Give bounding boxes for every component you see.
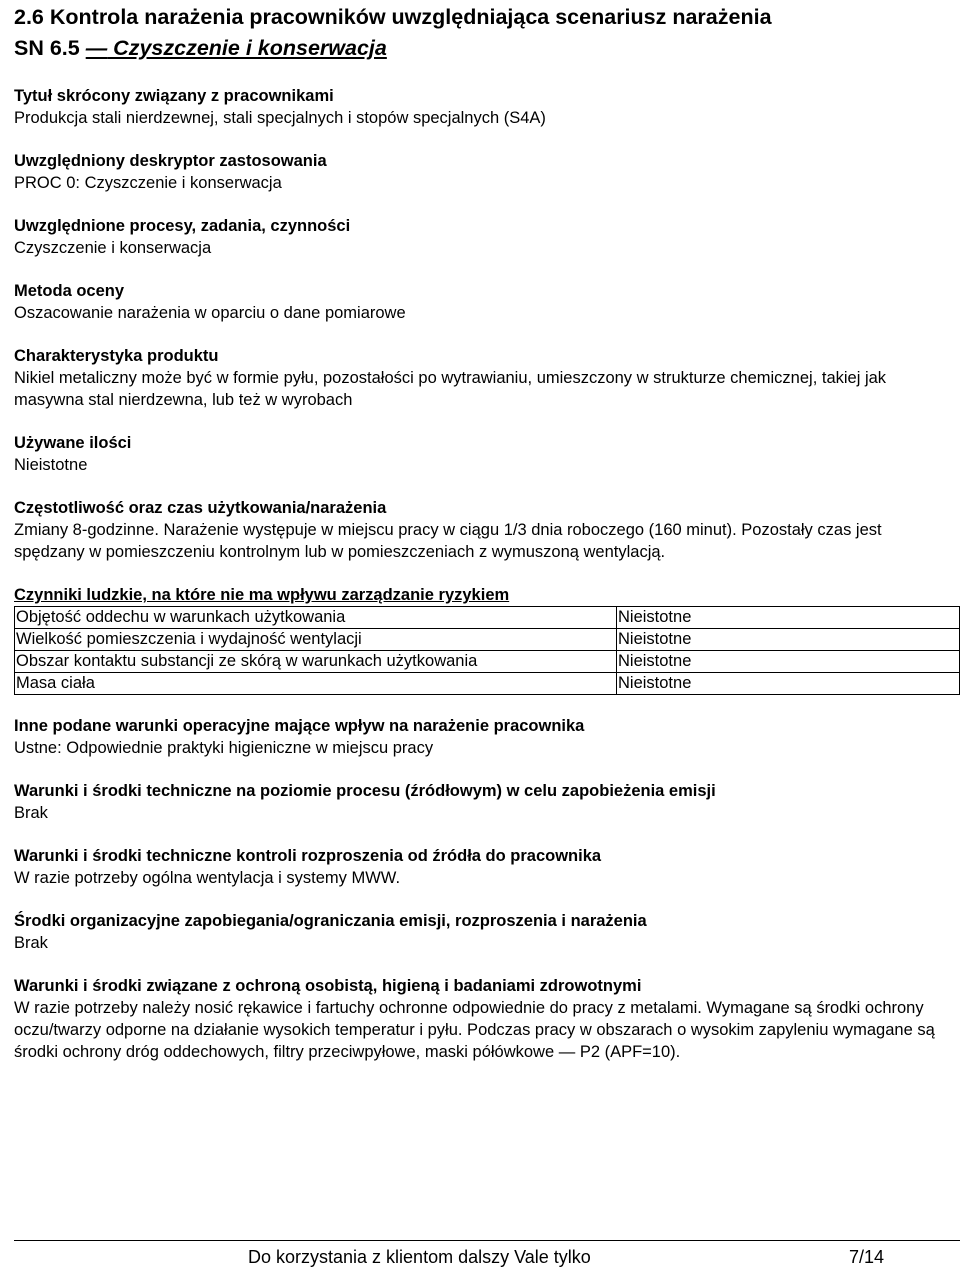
section-human-factors (14, 584, 954, 695)
section-label: Tytuł skrócony związany z pracownikami (14, 87, 334, 105)
section-label: Warunki i środki techniczne kontroli rozproszenia od źródła do pracownika (14, 847, 602, 865)
factor-cell: Obszar kontaktu substancji ze skórą w warunkach użytkowania (15, 651, 617, 673)
section-value: PROC 0: Czyszczenie i konserwacja (14, 174, 282, 192)
factor-value-cell: Nieistotne (617, 629, 960, 651)
factor-cell: Wielkość pomieszczenia i wydajność wentylacji (15, 629, 617, 651)
section-process-level-measures (14, 780, 954, 824)
section-assessment-method (14, 280, 954, 324)
section-use-descriptor (14, 150, 954, 194)
section-value: Zmiany 8-godzinne. Narażenie występuje w miejscu pracy w ciągu 1/3 dnia roboczego (160 minut). Pozostały czas jest spędzany w pomieszczeniu kontrolnym lub w pomieszczeniach z wymuszoną wentylacją. (14, 521, 882, 561)
heading-line-2-subtitle: Czyszczenie i konserwacja (107, 36, 387, 60)
section-personal-protection (14, 975, 954, 1063)
factor-cell: Objętość oddechu w warunkach użytkowania (15, 607, 617, 629)
section-other-conditions (14, 715, 954, 759)
section-value: Brak (14, 934, 48, 952)
section-label: Charakterystyka produktu (14, 347, 219, 365)
heading-line-1: 2.6 Kontrola narażenia pracowników uwzględniająca scenariusz narażenia (14, 5, 772, 29)
page-footer (14, 1240, 960, 1270)
page-number: 7/14 (849, 1247, 885, 1267)
section-label: Metoda oceny (14, 282, 125, 300)
section-label: Warunki i środki techniczne na poziomie procesu (źródłowym) w celu zapobieżenia emisji (14, 782, 716, 800)
section-label: Warunki i środki związane z ochroną osobistą, higieną i badaniami zdrowotnymi (14, 977, 642, 995)
section-label: Częstotliwość oraz czas użytkowania/narażenia (14, 499, 387, 517)
section-label: Inne podane warunki operacyjne mające wpływ na narażenie pracownika (14, 717, 585, 735)
section-dispersion-control (14, 845, 954, 889)
heading-line-2-dash: — (85, 36, 108, 60)
section-label: Używane ilości (14, 434, 132, 452)
section-value: Produkcja stali nierdzewnej, stali specjalnych i stopów specjalnych (S4A) (14, 109, 546, 127)
section-value: Ustne: Odpowiednie praktyki higieniczne w miejscu pracy (14, 739, 434, 757)
section-processes (14, 215, 954, 259)
section-short-title (14, 85, 954, 129)
document-page (14, 0, 954, 1063)
section-value: Nikiel metaliczny może być w formie pyłu, pozostałości po wytrawianiu, umieszczony w strukturze chemicznej, takiej jak masywna stal nierdzewna, lub też w wyrobach (14, 369, 887, 409)
section-label: Środki organizacyjne zapobiegania/ograniczania emisji, rozproszenia i narażenia (14, 912, 647, 930)
factor-value-cell: Nieistotne (617, 607, 960, 629)
factor-value-cell: Nieistotne (617, 651, 960, 673)
table-row (15, 673, 960, 695)
section-label: Czynniki ludzkie, na które nie ma wpływu zarządzanie ryzykiem (14, 586, 510, 604)
section-value: W razie potrzeby ogólna wentylacja i systemy MWW. (14, 869, 401, 887)
section-value: Nieistotne (14, 456, 88, 474)
table-row (15, 629, 960, 651)
section-frequency-duration (14, 497, 954, 563)
section-label: Uwzględnione procesy, zadania, czynności (14, 217, 351, 235)
section-value: W razie potrzeby należy nosić rękawice i fartuchy ochronne odpowiednie do pracy z metalami. Wymagane są środki ochrony oczu/twarzy odporne na działanie wysokich temperatur i pyłu. Podczas pracy w obszarach o wysokim zapyleniu wymagane są środki ochrony dróg oddechowych, filtry przeciwpyłowe, maski półówkowe — P2 (APF=10). (14, 999, 935, 1061)
section-organizational-measures (14, 910, 954, 954)
section-value: Oszacowanie narażenia w oparciu o dane pomiarowe (14, 304, 406, 322)
section-value: Czyszczenie i konserwacja (14, 239, 212, 257)
section-value: Brak (14, 804, 48, 822)
section-label: Uwzględniony deskryptor zastosowania (14, 152, 327, 170)
footer-text: Do korzystania z klientom dalszy Vale tylko (248, 1247, 591, 1267)
heading-line-2-prefix: SN 6.5 (14, 36, 86, 60)
section-heading (14, 0, 954, 64)
table-row (15, 651, 960, 673)
factor-value-cell: Nieistotne (617, 673, 960, 695)
section-product-characteristics (14, 345, 954, 411)
section-quantities-used (14, 432, 954, 476)
factor-cell: Masa ciała (15, 673, 617, 695)
table-row (15, 607, 960, 629)
human-factors-table (14, 606, 960, 695)
